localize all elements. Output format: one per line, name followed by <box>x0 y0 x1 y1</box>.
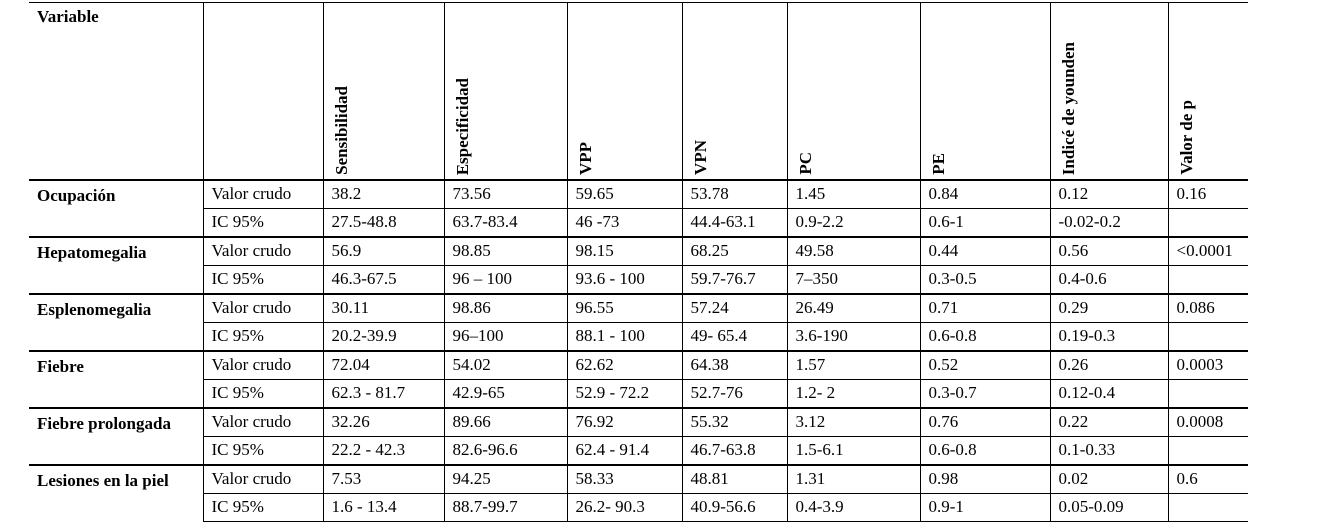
cell-pc: 3.12 <box>787 408 920 437</box>
table-row-ci <box>29 437 1248 466</box>
cell-vpn: 40.9-56.6 <box>682 494 787 522</box>
cell-vpn: 46.7-63.8 <box>682 437 787 466</box>
cell-sens: 62.3 - 81.7 <box>323 380 444 409</box>
cell-youden: 0.05-0.09 <box>1050 494 1168 522</box>
cell-esp: 96–100 <box>444 323 567 352</box>
cell-youden: 0.4-0.6 <box>1050 266 1168 295</box>
row-measure-label: IC 95% <box>203 209 323 238</box>
cell-pe: 0.71 <box>920 294 1050 323</box>
row-variable-name: Fiebre <box>29 351 203 408</box>
cell-youden: 0.56 <box>1050 237 1168 266</box>
cell-youden: 0.29 <box>1050 294 1168 323</box>
cell-sens: 7.53 <box>323 465 444 494</box>
cell-vpn: 59.7-76.7 <box>682 266 787 295</box>
cell-p: 0.6 <box>1168 465 1248 494</box>
header-sensibilidad: Sensibilidad <box>323 3 444 181</box>
cell-sens: 20.2-39.9 <box>323 323 444 352</box>
cell-pe: 0.3-0.7 <box>920 380 1050 409</box>
cell-p: <0.0001 <box>1168 237 1248 266</box>
row-variable-name: Lesiones en la piel <box>29 465 203 522</box>
cell-sens: 27.5-48.8 <box>323 209 444 238</box>
table-row-raw <box>29 351 1248 380</box>
cell-esp: 98.85 <box>444 237 567 266</box>
cell-esp: 42.9-65 <box>444 380 567 409</box>
cell-sens: 38.2 <box>323 180 444 209</box>
cell-pe: 0.44 <box>920 237 1050 266</box>
row-measure-label: Valor crudo <box>203 237 323 266</box>
cell-esp: 88.7-99.7 <box>444 494 567 522</box>
cell-p <box>1168 380 1248 409</box>
cell-youden: 0.1-0.33 <box>1050 437 1168 466</box>
cell-youden: 0.19-0.3 <box>1050 323 1168 352</box>
table-row-ci <box>29 323 1248 352</box>
header-blank <box>203 3 323 181</box>
table-row-raw <box>29 465 1248 494</box>
cell-pe: 0.6-1 <box>920 209 1050 238</box>
cell-sens: 1.6 - 13.4 <box>323 494 444 522</box>
cell-esp: 63.7-83.4 <box>444 209 567 238</box>
header-youden: Indicé de younden <box>1050 3 1168 181</box>
cell-sens: 72.04 <box>323 351 444 380</box>
cell-vpn: 44.4-63.1 <box>682 209 787 238</box>
cell-vpn: 55.32 <box>682 408 787 437</box>
table-row-ci <box>29 266 1248 295</box>
row-measure-label: IC 95% <box>203 494 323 522</box>
cell-pc: 1.57 <box>787 351 920 380</box>
row-measure-label: IC 95% <box>203 380 323 409</box>
row-measure-label: IC 95% <box>203 266 323 295</box>
cell-vpp: 98.15 <box>567 237 682 266</box>
cell-vpn: 68.25 <box>682 237 787 266</box>
cell-youden: 0.26 <box>1050 351 1168 380</box>
cell-sens: 46.3-67.5 <box>323 266 444 295</box>
header-especificidad: Especificidad <box>444 3 567 181</box>
cell-pc: 26.49 <box>787 294 920 323</box>
cell-p: 0.16 <box>1168 180 1248 209</box>
cell-esp: 94.25 <box>444 465 567 494</box>
cell-p: 0.0008 <box>1168 408 1248 437</box>
cell-vpp: 76.92 <box>567 408 682 437</box>
cell-esp: 98.86 <box>444 294 567 323</box>
cell-pe: 0.6-0.8 <box>920 323 1050 352</box>
cell-vpn: 57.24 <box>682 294 787 323</box>
cell-esp: 96 – 100 <box>444 266 567 295</box>
cell-sens: 56.9 <box>323 237 444 266</box>
row-measure-label: Valor crudo <box>203 180 323 209</box>
table-row-raw <box>29 408 1248 437</box>
cell-vpn: 64.38 <box>682 351 787 380</box>
cell-esp: 73.56 <box>444 180 567 209</box>
results-table <box>29 2 1248 522</box>
cell-pc: 1.2- 2 <box>787 380 920 409</box>
cell-youden: 0.12 <box>1050 180 1168 209</box>
cell-vpn: 48.81 <box>682 465 787 494</box>
cell-pe: 0.52 <box>920 351 1050 380</box>
table-row-raw <box>29 180 1248 209</box>
cell-pe: 0.84 <box>920 180 1050 209</box>
cell-sens: 30.11 <box>323 294 444 323</box>
cell-vpp: 26.2- 90.3 <box>567 494 682 522</box>
cell-pe: 0.76 <box>920 408 1050 437</box>
table-row-ci <box>29 494 1248 522</box>
cell-vpn: 53.78 <box>682 180 787 209</box>
cell-p <box>1168 437 1248 466</box>
cell-p <box>1168 494 1248 522</box>
cell-vpp: 93.6 - 100 <box>567 266 682 295</box>
cell-pc: 49.58 <box>787 237 920 266</box>
row-measure-label: Valor crudo <box>203 294 323 323</box>
table-row-raw <box>29 237 1248 266</box>
cell-vpn: 49- 65.4 <box>682 323 787 352</box>
row-variable-name: Ocupación <box>29 180 203 237</box>
cell-pc: 1.45 <box>787 180 920 209</box>
cell-pc: 1.5-6.1 <box>787 437 920 466</box>
cell-youden: 0.12-0.4 <box>1050 380 1168 409</box>
row-measure-label: Valor crudo <box>203 465 323 494</box>
cell-vpp: 62.4 - 91.4 <box>567 437 682 466</box>
cell-p: 0.0003 <box>1168 351 1248 380</box>
table-row-ci <box>29 380 1248 409</box>
row-variable-name: Esplenomegalia <box>29 294 203 351</box>
row-variable-name: Fiebre prolongada <box>29 408 203 465</box>
cell-pc: 7–350 <box>787 266 920 295</box>
cell-vpp: 58.33 <box>567 465 682 494</box>
cell-pc: 0.4-3.9 <box>787 494 920 522</box>
cell-vpn: 52.7-76 <box>682 380 787 409</box>
cell-esp: 82.6-96.6 <box>444 437 567 466</box>
header-row <box>29 3 1248 181</box>
table-row-raw <box>29 294 1248 323</box>
cell-pe: 0.3-0.5 <box>920 266 1050 295</box>
cell-vpp: 96.55 <box>567 294 682 323</box>
header-variable: Variable <box>29 3 203 181</box>
cell-pc: 0.9-2.2 <box>787 209 920 238</box>
cell-pe: 0.98 <box>920 465 1050 494</box>
cell-pe: 0.6-0.8 <box>920 437 1050 466</box>
cell-esp: 54.02 <box>444 351 567 380</box>
row-measure-label: Valor crudo <box>203 351 323 380</box>
cell-sens: 32.26 <box>323 408 444 437</box>
cell-p <box>1168 209 1248 238</box>
cell-p <box>1168 266 1248 295</box>
cell-pc: 1.31 <box>787 465 920 494</box>
row-measure-label: IC 95% <box>203 437 323 466</box>
row-measure-label: IC 95% <box>203 323 323 352</box>
cell-vpp: 88.1 - 100 <box>567 323 682 352</box>
cell-p <box>1168 323 1248 352</box>
cell-youden: 0.22 <box>1050 408 1168 437</box>
row-variable-name: Hepatomegalia <box>29 237 203 294</box>
header-valor-p: Valor de p <box>1168 3 1248 181</box>
header-vpp: VPP <box>567 3 682 181</box>
header-pe: PE <box>920 3 1050 181</box>
cell-vpp: 52.9 - 72.2 <box>567 380 682 409</box>
row-measure-label: Valor crudo <box>203 408 323 437</box>
cell-esp: 89.66 <box>444 408 567 437</box>
header-pc: PC <box>787 3 920 181</box>
cell-p: 0.086 <box>1168 294 1248 323</box>
cell-vpp: 59.65 <box>567 180 682 209</box>
cell-vpp: 62.62 <box>567 351 682 380</box>
cell-sens: 22.2 - 42.3 <box>323 437 444 466</box>
table-row-ci <box>29 209 1248 238</box>
header-vpn: VPN <box>682 3 787 181</box>
cell-vpp: 46 -73 <box>567 209 682 238</box>
cell-youden: 0.02 <box>1050 465 1168 494</box>
cell-pc: 3.6-190 <box>787 323 920 352</box>
cell-pe: 0.9-1 <box>920 494 1050 522</box>
cell-youden: -0.02-0.2 <box>1050 209 1168 238</box>
